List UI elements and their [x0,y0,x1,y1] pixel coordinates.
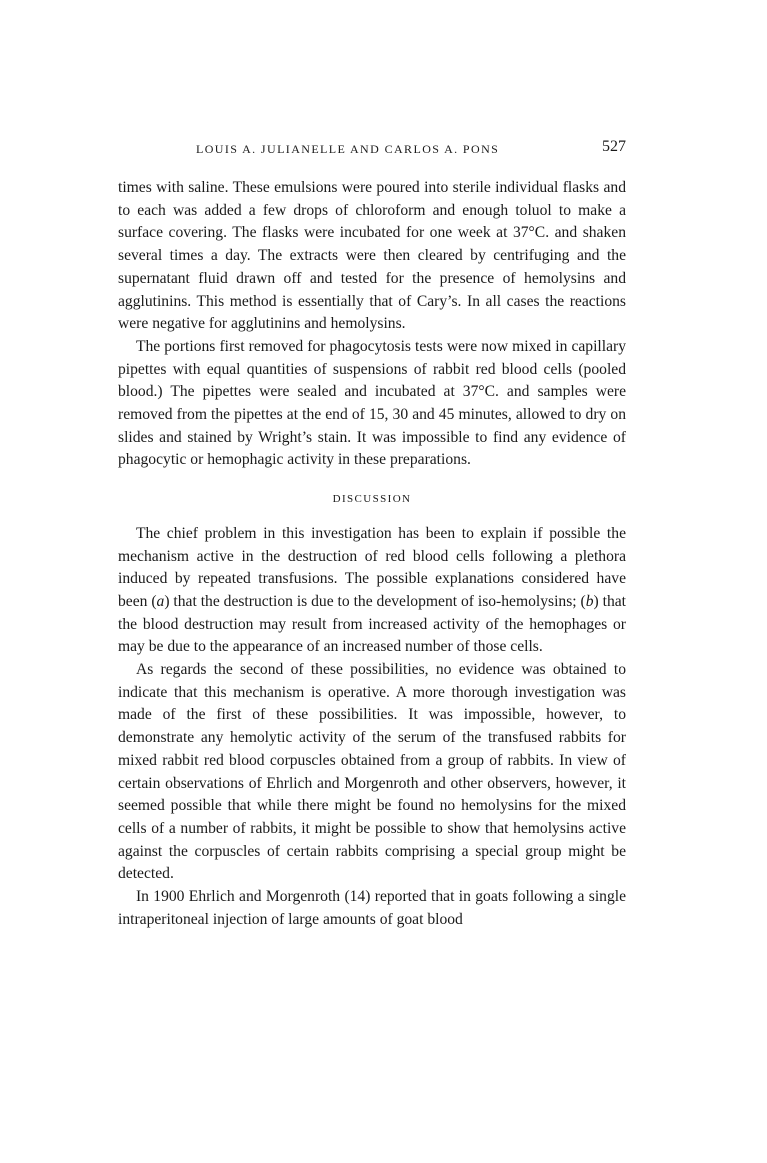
paragraph-text: The chief problem in this investigation has been to explain if possible the mechanism active in the destruction of red blood cells following a plethora induced by repeated transfusions. The possible explanations considered have been ( [118,524,626,610]
running-title: LOUIS A. JULIANELLE AND CARLOS A. PONS [196,142,500,156]
document-page [118,134,626,932]
paragraph-text: ) that the destruction is due to the development of iso-hemolysins; ( [164,592,586,610]
section-heading-discussion: DISCUSSION [332,493,412,506]
paragraph-discussion-1 [118,523,626,659]
running-header [118,134,626,164]
paragraph-text: ) that the blood destruction may result from increased activity of the hemophages or may be due to the appearance of an increased number of those cells. [118,592,626,656]
body-text [118,177,626,932]
paragraph-discussion-3: In 1900 Ehrlich and Morgenroth (14) reported that in goats following a single intraperitoneal injection of large amounts of goat blood [118,888,626,928]
page-number: 527 [602,138,626,155]
list-label-a: a [156,592,165,610]
paragraph-continued: times with saline. These emulsions were poured into sterile individual flasks and to each was added a few drops of chloroform and enough toluol to make a surface covering. The flasks were incubated for one week at 37°C. and shaken several times a day. The extracts were then cleared by centrifuging and the supernatant fluid drawn off and tested for the presence of hemolysins and agglutinins. This method is essentially that of Cary’s. In all cases the reactions were negative for agglutinins and hemolysins. [118,179,626,333]
list-label-b: b [585,592,594,610]
paragraph-phagocytosis: The portions first removed for phagocytosis tests were now mixed in capillary pipettes with equal quantities of suspensions of rabbit red blood cells (pooled blood.) The pipettes were sealed and incubated at 37°C. and samples were removed from the pipettes at the end of 15, 30 and 45 minutes, allowed to dry on slides and stained by Wright’s stain. It was impossible to find any evidence of phagocytic or hemophagic activity in these preparations. [118,337,626,469]
paragraph-discussion-2: As regards the second of these possibilities, no evidence was obtained to indicate that this mechanism is operative. A more thorough investigation was made of the first of these possibilities. It was impossible, however, to demonstrate any hemolytic activity of the serum of the transfused rabbits for mixed rabbit red blood corpuscles obtained from a group of rabbits. In view of certain observations of Ehrlich and Morgenroth and other observers, however, it seemed possible that while there might be found no hemolysins for the mixed cells of a number of rabbits, it might be possible to show that hemolysins active against the corpuscles of certain rabbits comprising a special group might be detected. [118,661,626,883]
